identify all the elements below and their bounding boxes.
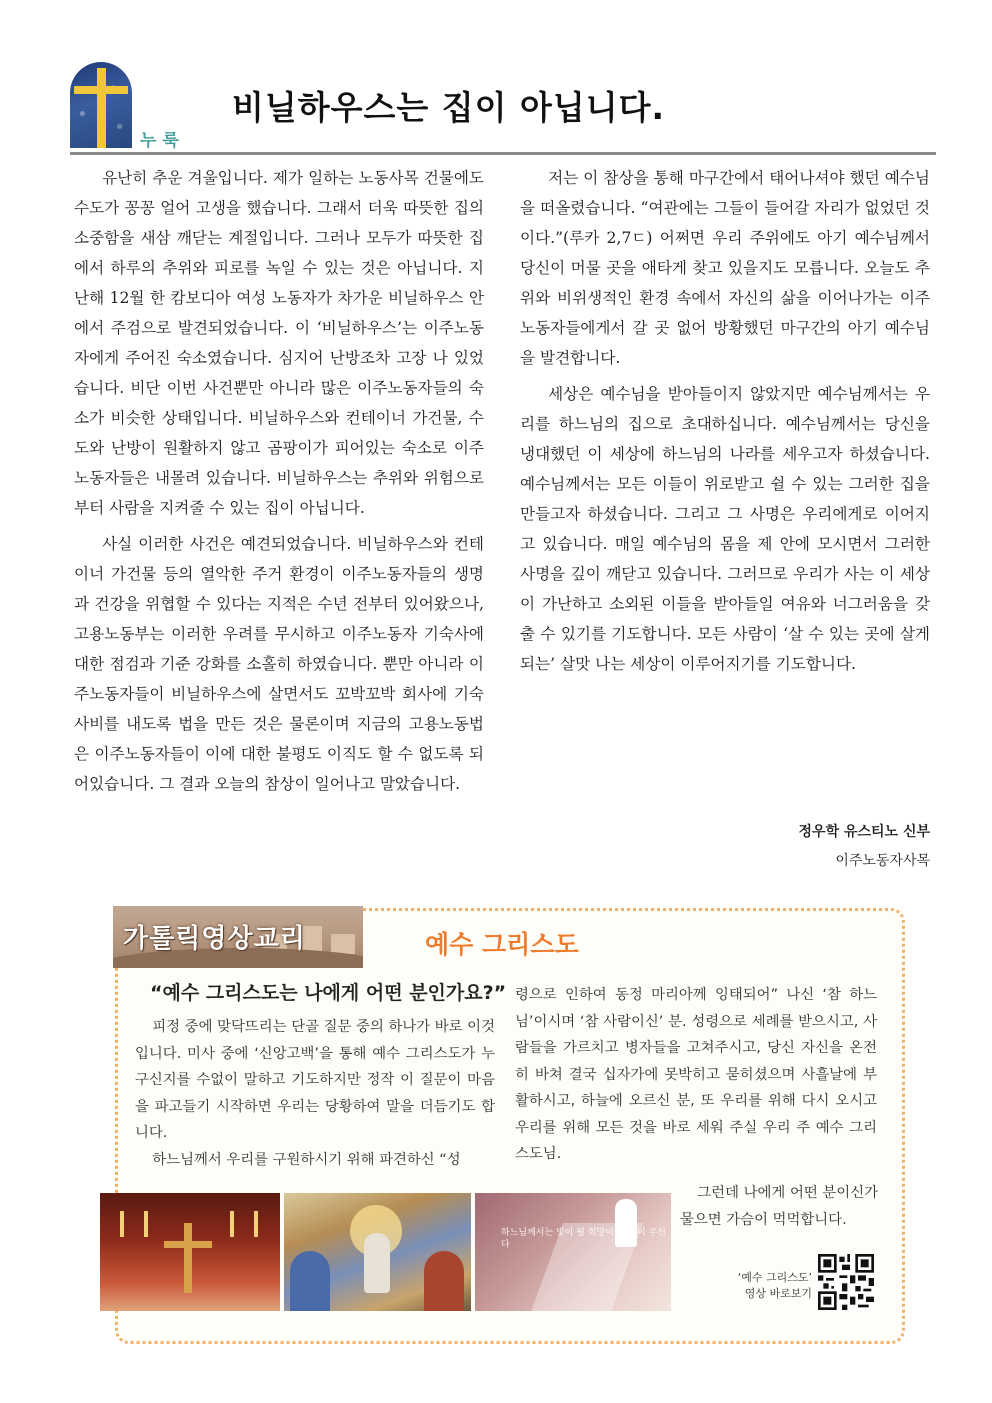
resurrection-painting-photo (284, 1193, 471, 1311)
author-name: 정우학 유스티노 신부 (798, 824, 930, 840)
catechism-banner (113, 906, 363, 968)
qr-caption (728, 1270, 812, 1302)
illustration-photo (475, 1193, 671, 1311)
box-paragraph: 령으로 인하여 동정 마리아께 잉태되어” 나신 ‘참 하느님’이시며 ‘참 사람이신’ 분. 성령으로 세례를 받으시고, 사람들을 가르치고 병자들을 고쳐주시고, 당신 자신을 온전히 바쳐 결국 십자가에 못박히고 묻히셨으며 사흘날에 부활하시고, 하늘에 오르신 분, 또 우리를 위해 다시 오시고 우리를 위해 모든 것을 바로 세워 주실 우리 주 예수 그리스도님. (515, 987, 877, 1162)
qr-caption-action: 영상 바로보기 (744, 1287, 812, 1300)
section-label: 누룩 (140, 131, 185, 151)
article-paragraph: 사실 이러한 사건은 예견되었습니다. 비닐하우스와 컨테이너 가건물 등의 열악한 주거 환경이 이주노동자들의 생명과 건강을 위협할 수 있다는 지적은 수년 전부터 있어왔으나, 고용노동부는 이러한 우려를 무시하고 이주노동자 기숙사에 대한 점검과 기준 강화를 소홀히 하였습니다. 뿐만 아니라 이주노동자들이 비닐하우스에 살면서도 꼬박꼬박 회사에 기숙사비를 내도록 법을 만든 것은 물론이며 지금의 고용노동법은 이주노동자들이 이에 대한 불평도 이직도 할 수 없도록 되어있습니다. 그 결과 오늘의 참상이 일어나고 말았습니다. (74, 535, 484, 793)
box-title: 예수 그리스도 (425, 930, 579, 959)
box-paragraph: 피정 중에 맞닥뜨리는 단골 질문 중의 하나가 바로 이것입니다. 미사 중에 ‘신앙고백’을 통해 예수 그리스도가 누구신지를 수없이 말하고 기도하지만 정작 이 질문이 마음을 파고들기 시작하면 우리는 당황하여 말을 더듬기도 합니다. (135, 1019, 495, 1141)
altar-crucifix-photo (100, 1193, 280, 1311)
article-paragraph: 세상은 예수님을 받아들이지 않았지만 예수님께서는 우리를 하느님의 집으로 초대하십니다. 예수님께서는 당신을 냉대했던 이 세상에 하느님의 나라를 세우고자 하셨습니다. 예수님께서는 모든 이들이 위로받고 쉴 수 있는 그러한 집을 만들고자 하셨습니다. 그리고 그 사명은 우리에게로 이어지고 있습니다. 매일 예수님의 몸을 제 안에 모시면서 그러한 사명을 깊이 깨닫고 있습니다. 그러므로 우리가 사는 이 세상이 가난하고 소외된 이들을 받아들일 여유와 너그러움을 갖출 수 있기를 기도합니다. 모든 사람이 ‘살 수 있는 곳에 살게 되는’ 살맛 나는 세상이 이루어지기를 기도합니다. (520, 385, 930, 673)
cross-logo-icon (70, 62, 132, 148)
qr-caption-title: ‘예수 그리스도’ (737, 1271, 812, 1284)
box-question: “예수 그리스도는 나에게 어떤 분인가요?” (150, 982, 507, 1004)
banner-text: 가톨릭영상교리 (123, 924, 306, 954)
box-paragraph: 그런데 나에게 어떤 분이신가 물으면 가슴이 먹먹합니다. (680, 1185, 878, 1228)
qr-code-icon[interactable] (818, 1254, 874, 1310)
article-right-column (520, 163, 930, 685)
article-left-column (74, 163, 484, 805)
article-paragraph: 저는 이 참상을 통해 마구간에서 태어나셔야 했던 예수님을 떠올렸습니다. “여관에는 그들이 들어갈 자리가 없었던 것이다.”(루카 2,7ㄷ) 어쩌면 우리 주위에도 아기 예수님께서 당신이 머물 곳을 애타게 찾고 있을지도 모릅니다. 오늘도 추위와 비위생적인 환경 속에서 자신의 삶을 이어나가는 이주노동자들에게서 갈 곳 없어 방황했던 마구간의 아기 예수님을 발견합니다. (520, 169, 930, 367)
header (70, 62, 936, 154)
article-paragraph: 유난히 추운 겨울입니다. 제가 일하는 노동사목 건물에도 수도가 꽁꽁 얼어 고생을 했습니다. 그래서 더욱 따뜻한 집의 소중함을 새삼 깨닫는 계절입니다. 그러나 모두가 따뜻한 집에서 하루의 추위와 피로를 녹일 수 있는 것은 아닙니다. 지난해 12월 한 캄보디아 여성 노동자가 차가운 비닐하우스 안에서 주검으로 발견되었습니다. 이 ‘비닐하우스’는 이주노동자에게 주어진 숙소였습니다. 심지어 난방조차 고장 나 있었습니다. 비단 이번 사건뿐만 아니라 많은 이주노동자들의 숙소가 비슷한 상태입니다. 비닐하우스와 컨테이너 가건물, 수도와 난방이 원활하지 않고 곰팡이가 피어있는 숙소로 이주노동자들은 내몰려 있습니다. 비닐하우스는 추위와 위험으로부터 사람을 지켜줄 수 있는 집이 아닙니다. (74, 169, 484, 517)
box-left-column (135, 1014, 495, 1173)
page-title: 비닐하우스는 집이 아닙니다. (232, 88, 666, 127)
box-right-column (515, 982, 877, 1168)
box-paragraph: 하느님께서 우리를 구원하시기 위해 파견하신 “성 (152, 1151, 461, 1168)
author-organization: 이주노동자사목 (835, 853, 930, 869)
header-divider (70, 152, 936, 155)
box-closing (680, 1180, 878, 1233)
illustration-caption: 하느님께서는 빛이 될 희망이 될 것이 주신다 (501, 1228, 666, 1250)
